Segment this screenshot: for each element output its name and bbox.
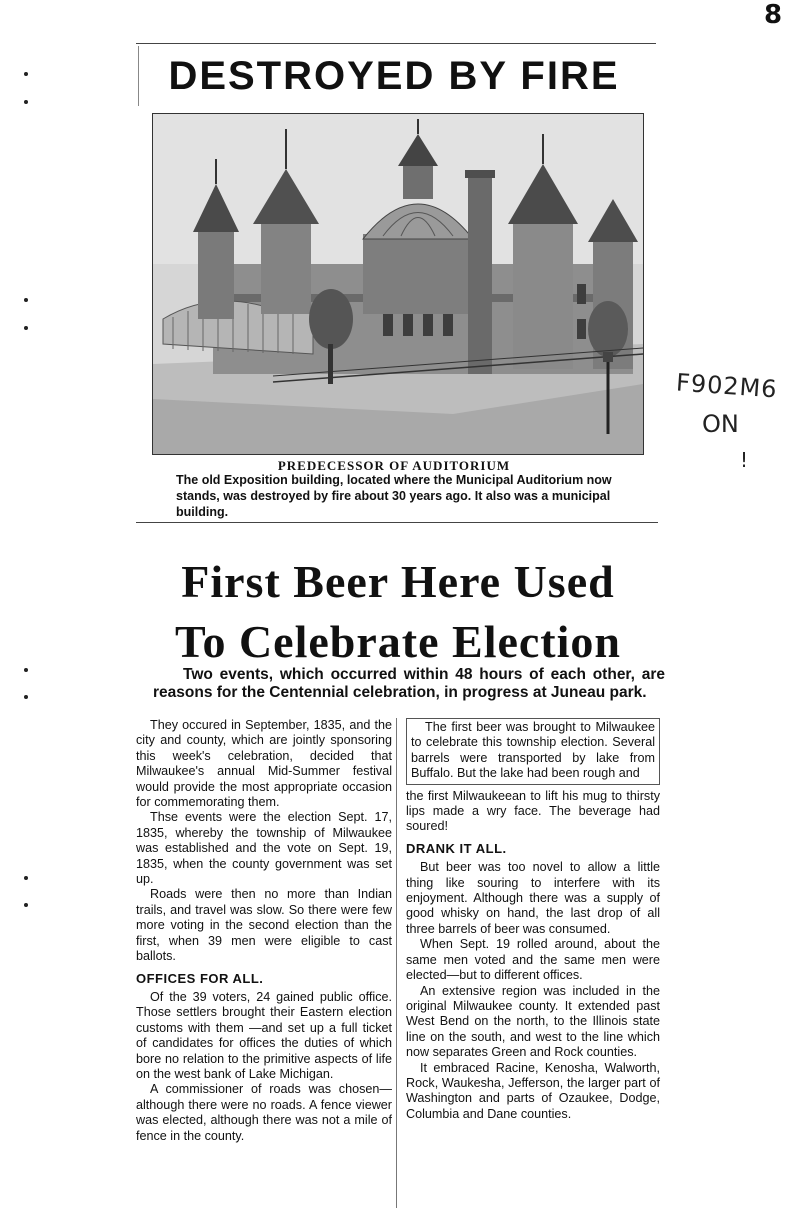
handwritten-note-mark: ! (740, 448, 749, 472)
lead-paragraph (153, 666, 665, 702)
right-column (406, 718, 660, 1122)
left-column (136, 718, 397, 1208)
headline-line-1: First Beer Here Used (181, 556, 615, 607)
top-rule (136, 43, 656, 44)
right-paragraph: It embraced Racine, Kenosha, Walworth, Rock, Waukesha, Jefferson, the larger part of Washington and parts of Ozaukee, Dodge, Columbia and Dane counties. (406, 1060, 660, 1121)
margin-dot (24, 100, 28, 104)
lead-text: Two events, which occurred within 48 hours of each other, are reasons for the Centennial celebration, in progress at Juneau park. (153, 666, 665, 701)
page-number-mark: 8 (764, 0, 783, 30)
left-paragraph: They occured in September, 1835, and the city and county, which are jointly sponsoring this week's celebration, decided that Milwaukee's annual Mid-Summer festival would provide the most appropriate occasion for commemorating them. (136, 718, 392, 810)
margin-dot (24, 326, 28, 330)
handwritten-note-code: F902M6 (675, 368, 779, 404)
margin-dot (24, 298, 28, 302)
right-paragraph: The first beer was brought to Milwaukee to celebrate this township election. Several barrels were transported by lake from Buffalo. But the lake had been rough and (411, 720, 655, 781)
right-paragraph: But beer was too novel to allow a little thing like souring to interfere with its enjoyment. Although there was a supply of good whisky on hand, the last drop of all three barrels of beer was consumed. (406, 860, 660, 936)
margin-dot (24, 668, 28, 672)
right-paragraph: An extensive region was included in the original Milwaukee county. It extended past West Bend on the north, to the Illinois state line on the south, and west to the line which now separates Green and Rock counties. (406, 983, 660, 1060)
subhead-offices: OFFICES FOR ALL. (136, 970, 264, 986)
margin-dot (24, 695, 28, 699)
subhead-drank: DRANK IT ALL. (406, 840, 507, 856)
margin-dot (24, 876, 28, 880)
building-illustration (153, 114, 643, 454)
left-paragraph: A commissioner of roads was chosen—although there were no roads. A fence viewer was elected, although there was not a mile of fence in the county. (136, 1082, 392, 1143)
handwritten-note-on: ON (702, 410, 739, 438)
boxed-paragraph (406, 718, 660, 785)
exposition-building-photo (152, 113, 644, 455)
headline-line-2: To Celebrate Election (174, 616, 621, 667)
article-headline (128, 552, 668, 672)
right-paragraph: the first Milwaukeean to lift his mug to thirsty lips made a wry face. The beverage had soured! (406, 788, 660, 834)
photo-headline: DESTROYED BY FIRE (168, 54, 620, 98)
caption-rule (136, 522, 658, 523)
right-paragraph: When Sept. 19 rolled around, about the same men voted and the same men were elected—but to different offices. (406, 937, 660, 983)
margin-dot (24, 72, 28, 76)
left-paragraph: Thse events were the election Sept. 17, 1835, whereby the township of Milwaukee was established and the vote on Sept. 19, 1835, when the county government was set up. (136, 810, 392, 887)
margin-dot (24, 903, 28, 907)
left-paragraph: Roads were then no more than Indian trails, and travel was slow. So there were few more voting in the second election than the first, when 39 men were eligible to cast ballots. (136, 887, 392, 964)
photo-caption-title: PREDECESSOR OF AUDITORIUM (277, 458, 511, 473)
newspaper-clipping (128, 40, 665, 1190)
left-paragraph: Of the 39 voters, 24 gained public office. Those settlers brought their Eastern election customs with them —and set up a full ticket of candidates for offices the duties of which bore no relation to the primitive aspects of life on the west bank of Lake Michigan. (136, 989, 392, 1081)
photo-caption-body: The old Exposition building, located where the Municipal Auditorium now stands, was destroyed by fire about 30 years ago. It also was a municipal building. (176, 473, 612, 519)
